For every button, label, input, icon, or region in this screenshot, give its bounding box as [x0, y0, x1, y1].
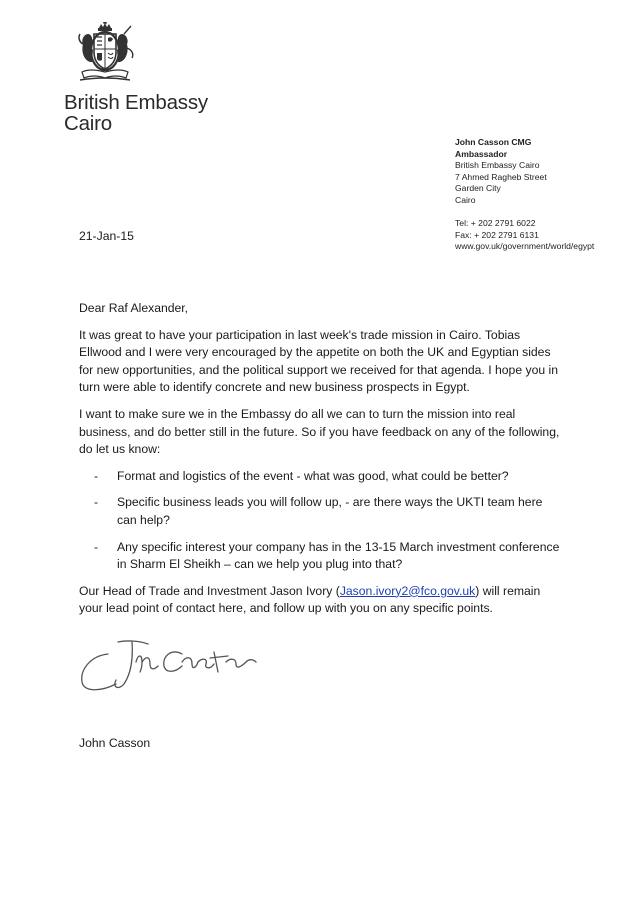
list-item-text: Format and logistics of the event - what was good, what could be better?	[117, 468, 509, 483]
list-item-text: Any specific interest your company has in the 13-15 March investment conference in Sharm El Sheikh – can we help you plug into that?	[117, 539, 560, 572]
sender-title: Ambassador	[455, 148, 508, 159]
embassy-crest-logo	[66, 22, 144, 84]
paragraph-text: ) will remain your lead point of contact here, and follow up with you on any specific points.	[79, 583, 541, 616]
paragraph: It was great to have your participation in last week's trade mission in Cairo. Tobias Ellwood and I were very encouraged by the appetite on both the UK and Egyptian sides for new opportunities, and the political support we received for that agenda. I hope you in turn were able to identify concrete and new business prospects in Egypt.	[79, 327, 559, 395]
sender-address-block	[455, 137, 600, 252]
list-item	[79, 468, 564, 486]
letter-date: 21-Jan-15	[79, 229, 134, 243]
address-line: British Embassy Cairo	[455, 160, 540, 171]
bullet-marker: -	[94, 468, 99, 483]
paragraph-text: Our Head of Trade and Investment Jason Ivory (	[79, 583, 340, 598]
letter-body	[79, 300, 564, 627]
org-name-line1: British Embassy	[64, 91, 208, 114]
fax: Fax: + 202 2791 6131	[455, 229, 539, 240]
website-link[interactable]: www.gov.uk/government/world/egypt	[455, 241, 595, 252]
email-link[interactable]: Jason.ivory2@fco.gov.uk	[339, 583, 476, 598]
address-line: 7 Ahmed Ragheb Street	[455, 171, 547, 182]
org-name-line2: Cairo	[64, 112, 112, 135]
paragraph: I want to make sure we in the Embassy do all we can to turn the mission into real business, and do better still in the future. So if you have feedback on any of the following, do let us know:	[79, 406, 560, 457]
list-item	[79, 494, 564, 529]
list-item-text: Specific business leads you will follow up, - are there ways the UKTI team here can help?	[117, 495, 543, 527]
address-spacer	[455, 207, 600, 219]
sender-name: John Casson CMG	[455, 137, 532, 147]
organization-name	[64, 92, 208, 134]
list-item	[79, 539, 564, 574]
bullet-marker: -	[94, 539, 99, 554]
handwritten-signature	[78, 632, 278, 698]
paragraph	[79, 583, 564, 618]
address-line: Garden City	[455, 183, 501, 194]
signatory-name: John Casson	[79, 736, 151, 750]
signature-icon	[78, 632, 278, 698]
address-line: Cairo	[455, 194, 476, 205]
coat-of-arms-icon	[66, 22, 144, 84]
telephone: Tel: + 202 2791 6022	[455, 218, 536, 229]
bullet-marker: -	[94, 495, 99, 510]
feedback-list	[79, 468, 564, 574]
salutation: Dear Raf Alexander,	[79, 301, 189, 315]
